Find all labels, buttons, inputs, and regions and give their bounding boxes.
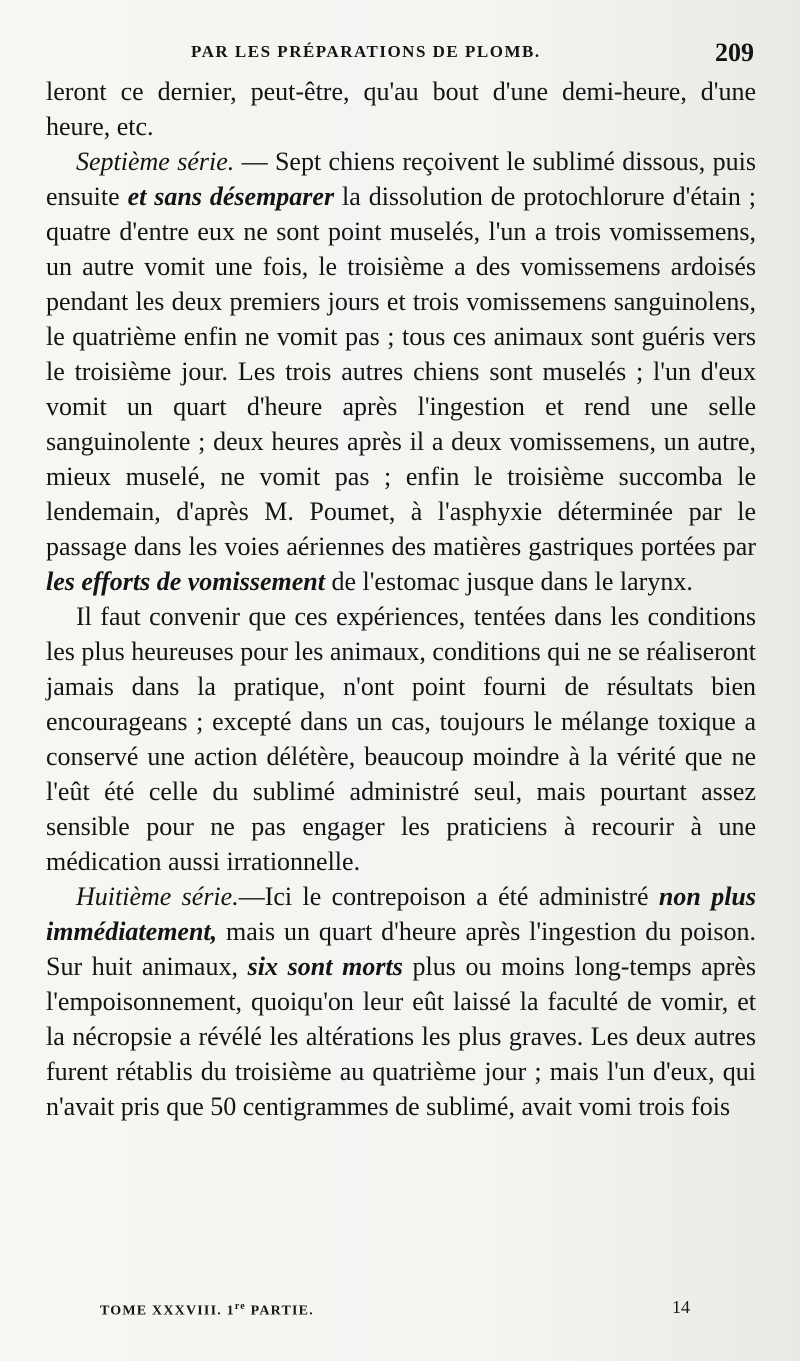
emphasis-sans-desemparer: et sans désemparer [127, 182, 335, 211]
emphasis-efforts: les efforts de vomissement [46, 567, 325, 596]
paragraph-conclusion: Il faut convenir que ces expériences, tentées dans les conditions les plus heureuses pour les animaux, conditions qui ne se réaliseront jamais dans la pratique, n'ont point fourni de résultats bien encourageans ; excepté dans un cas, toujours le mélange toxique a conservé une action délétère, beaucoup moindre à la vérité que ne l'eût été celle du sublimé administré seul, mais pourtant assez sensible pour ne pas engager les praticiens à recourir à une médication aussi irrationnelle. [46, 602, 756, 876]
section-title-septieme: Septième série. [76, 147, 235, 176]
page-number: 209 [715, 38, 754, 67]
running-title: PAR LES PRÉPARATIONS DE PLOMB. [191, 42, 541, 61]
volume-signature: TOME XXXVIII. 1re PARTIE. [100, 1301, 314, 1319]
page-footer [100, 1297, 690, 1331]
emphasis-non-plus: non plus immédiatement, [46, 882, 756, 946]
page-header [46, 36, 760, 76]
paragraph-huitieme-serie: Huitième série.—Ici le contrepoison a été administré non plus immédiatement, mais un quart d'heure après l'ingestion du poison. Sur huit animaux, six sont morts plus ou moins long-temps après l'empoisonnement, quoiqu'on leur eût laissé la faculté de vomir, et la nécropsie a révélé les altérations les plus graves. Les deux autres furent rétablis du troisième au quatrième jour ; mais l'un d'eux, qui n'avait pris que 50 centigrammes de sublimé, avait vomi trois fois [46, 882, 757, 1121]
body-text [46, 74, 756, 1124]
paragraph-septieme-serie: Septième série. — Sept chiens reçoivent le sublimé dissous, puis ensuite et sans désemparer la dissolution de protochlorure d'étain ; quatre d'entre eux ne sont point muselés, l'un a trois vomissemens, un autre vomit une fois, le troisième a des vomissemens ardoisés pendant les deux premiers jours et trois vomissemens sanguinolens, le quatrième enfin ne vomit pas ; tous ces animaux sont guéris vers le troisième jour. Les trois autres chiens sont muselés ; l'un d'eux vomit un quart d'heure après l'ingestion et rend une selle sanguinolente ; deux heures après il a deux vomissemens, un autre, mieux muselé, ne vomit pas ; enfin le troisième succomba le lendemain, d'après M. Poumet, à l'asphyxie déterminée par le passage dans les voies aériennes des matières gastriques portées par les efforts de vomissement de l'estomac jusque dans le larynx. [46, 147, 756, 596]
sheet-number: 14 [672, 1297, 690, 1317]
paragraph-continuation: leront ce dernier, peut-être, qu'au bout d'une demi-heure, d'une heure, etc. [46, 77, 756, 141]
emphasis-six-morts: six sont morts [247, 952, 403, 981]
section-title-huitieme: Huitième série. [76, 882, 239, 911]
